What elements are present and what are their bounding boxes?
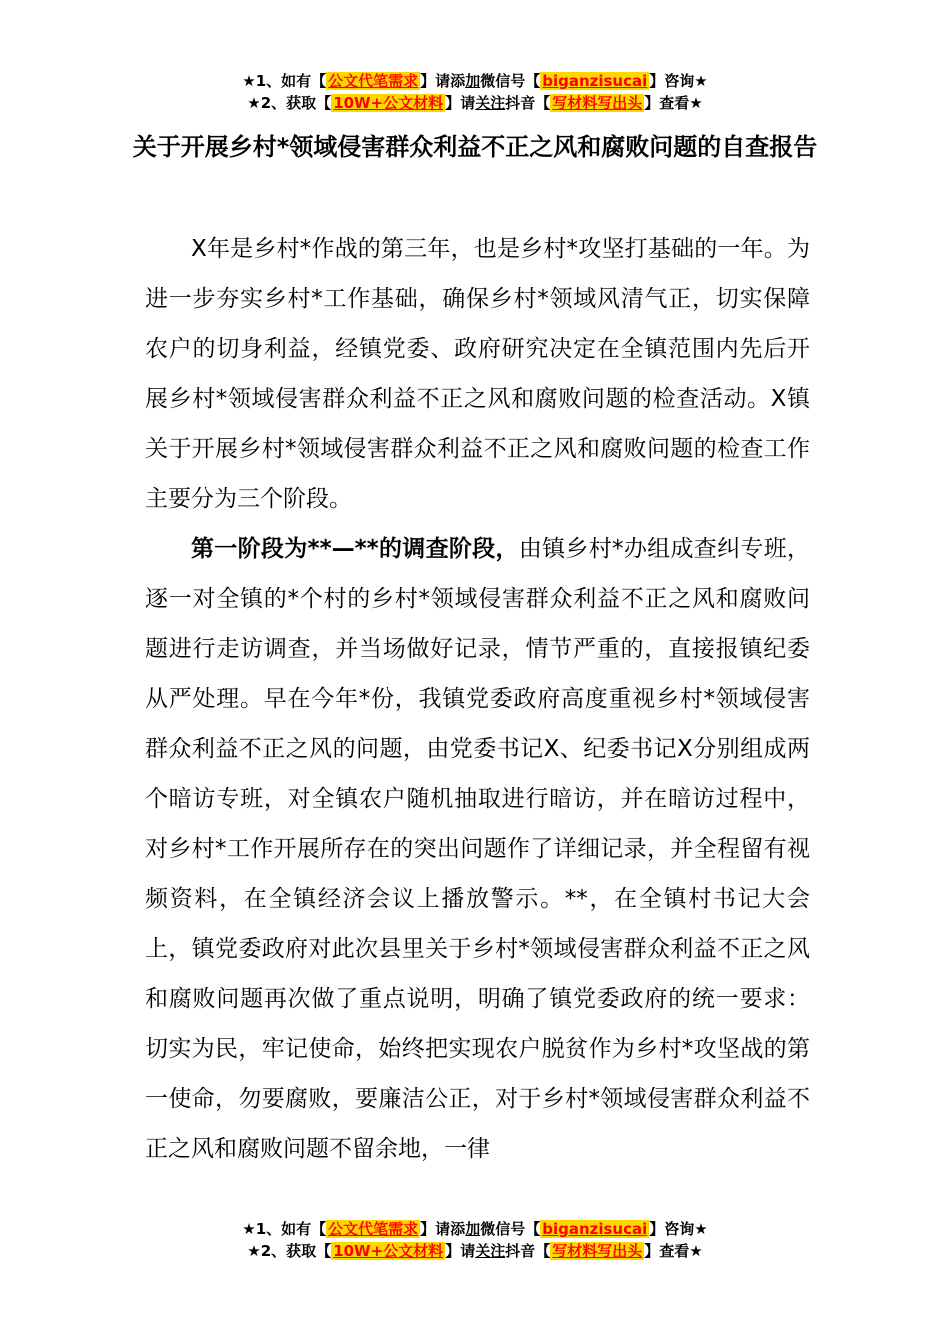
- stage-one-heading: 第一阶段为**—**的调查阶段，: [191, 536, 519, 562]
- paragraph-intro: X年是乡村*作战的第三年，也是乡村*攻坚打基础的一年。为进一步夯实乡村*工作基础，确保乡村*领域风清气正，切实保障农户的切身利益，经镇党委、政府研究决定在全镇范围内先后开展乡村*领域侵害群众利益不正之风和腐败问题的检查活动。X镇关于开展乡村*领域侵害群众利益不正之风和腐败问题的检查工作主要分为三个阶段。: [145, 236, 810, 512]
- ad-banner-top: [0, 70, 950, 114]
- ad-highlight: 公文代笔需求: [328, 72, 419, 90]
- ad-douyin-id: 写材料写出头: [552, 94, 643, 112]
- ad-line-2: ★2、获取【 10W+公文材料 】请关注抖音【 写材料写出头 】查看★: [247, 1242, 703, 1260]
- ad-wechat-id: biganzisucai: [542, 72, 648, 90]
- ad-highlight: 10W+公文材料: [333, 1242, 444, 1260]
- ad-line-2: ★2、获取【 10W+公文材料 】请关注抖音【 写材料写出头 】查看★: [247, 94, 703, 112]
- ad-wechat-id: biganzisucai: [542, 1220, 648, 1238]
- ad-line-1: ★1、如有【 公文代笔需求 】请添加微信号【 biganzisucai 】咨询★: [242, 1220, 708, 1238]
- document-title: 关于开展乡村*领域侵害群众利益不正之风和腐败问题的自查报告: [132, 133, 818, 161]
- document-body: [145, 224, 810, 1174]
- ad-highlight: 公文代笔需求: [328, 1220, 419, 1238]
- paragraph-stage-one: 第一阶段为**—**的调查阶段，由镇乡村*办组成查纠专班，逐一对全镇的*个村的乡村*领域侵害群众利益不正之风和腐败问题进行走访调查，并当场做好记录，情节严重的，直接报镇纪委从严处理。早在今年*份，我镇党委政府高度重视乡村*领域侵害群众利益不正之风的问题，由党委书记X、纪委书记X分别组成两个暗访专班，对全镇农户随机抽取进行暗访，并在暗访过程中，对乡村*工作开展所存在的突出问题作了详细记录，并全程留有视频资料，在全镇经济会议上播放警示。**，在全镇村书记大会上，镇党委政府对此次县里关于乡村*领域侵害群众利益不正之风和腐败问题再次做了重点说明，明确了镇党委政府的统一要求：切实为民，牢记使命，始终把实现农户脱贫作为乡村*攻坚战的第一使命，勿要腐败，要廉洁公正，对于乡村*领域侵害群众利益不正之风和腐败问题不留余地，一律: [145, 536, 811, 1162]
- ad-line-1: ★1、如有【 公文代笔需求 】请添加微信号【 biganzisucai 】咨询★: [242, 72, 708, 90]
- ad-banner-bottom: [0, 1218, 950, 1262]
- ad-highlight: 10W+公文材料: [333, 94, 444, 112]
- ad-douyin-id: 写材料写出头: [552, 1242, 643, 1260]
